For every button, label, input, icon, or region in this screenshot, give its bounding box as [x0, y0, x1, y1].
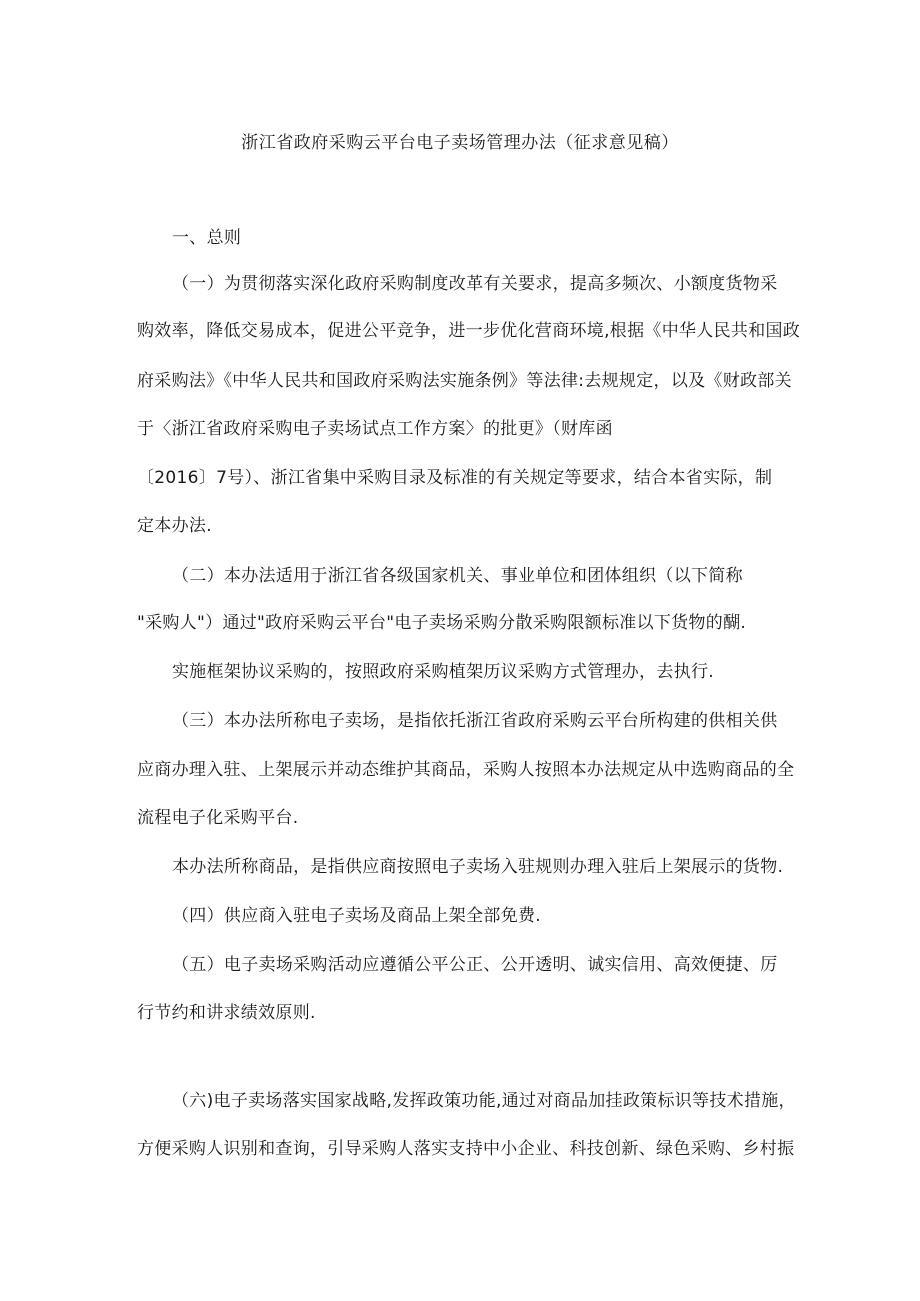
paragraph-line: 流程电子化采购平台. — [137, 808, 299, 828]
paragraph-line: （一）为贯彻落实深化政府采购制度改革有关要求，提高多频次、小额度货物采 — [172, 274, 778, 294]
paragraph-line: 于〈浙江省政府采购电子卖场试点工作方案〉的批更》（财库函 — [137, 419, 613, 439]
paragraph-line: （二）本办法适用于浙江省各级国家机关、事业单位和团体组织（以下简称 — [172, 566, 743, 586]
paragraph-line: 定本办法. — [137, 516, 212, 536]
paragraph-line: 实施框架协议采购的，按照政府采购植架历议采购方式管理办，去执行. — [172, 662, 715, 682]
paragraph-line: "采购人"）通过"政府采购云平台"电子卖场采购分散采购限额标准以下货物的醐. — [137, 613, 747, 633]
paragraph-line: （四）供应商入驻电子卖场及商品上架全部免费. — [172, 906, 542, 926]
paragraph-line: 〔2016〕7号）、浙江省集中采购目录及标准的有关规定等要求，结合本省实际，制 — [137, 468, 773, 488]
paragraph-line: 购效率，降低交易成本，促进公平竞争，进一步优化营商环境,根据《中华人民共和国政 — [137, 321, 801, 341]
paragraph-line: 府采购法》《中华人民共和国政府采购法实施条例》等法律:去规规定，以及《财政部关 — [137, 371, 792, 391]
section-heading: 一、总则 — [172, 228, 242, 248]
paragraph-line: 本办法所称商品，是指供应商按照电子卖场入驻规则办理入驻后上架展示的货物. — [172, 857, 784, 877]
paragraph-line: 行节约和讲求绩效原则. — [137, 1003, 316, 1023]
paragraph-line: （六)电子卖场落实国家战略,发挥政策功能,通过对商品加挂政策标识等技术措施， — [172, 1091, 796, 1111]
paragraph-line: 方便采购人识别和查询，引导采购人落实支持中小企业、科技创新、绿色采购、乡村振 — [137, 1139, 795, 1159]
paragraph-line: （五）电子卖场采购活动应遵循公平公正、公开透明、诚实信用、高效便捷、厉 — [172, 955, 778, 975]
document-title: 浙江省政府采购云平台电子卖场管理办法（征求意见稿） — [241, 133, 679, 153]
paragraph-line: （三）本办法所称电子卖场，是指依托浙江省政府采购云平台所构建的供相关供 — [172, 711, 778, 731]
paragraph-line: 应商办理入驻、上架展示并动态维护其商品，采购人按照本办法规定从中选购商品的全 — [137, 760, 795, 780]
